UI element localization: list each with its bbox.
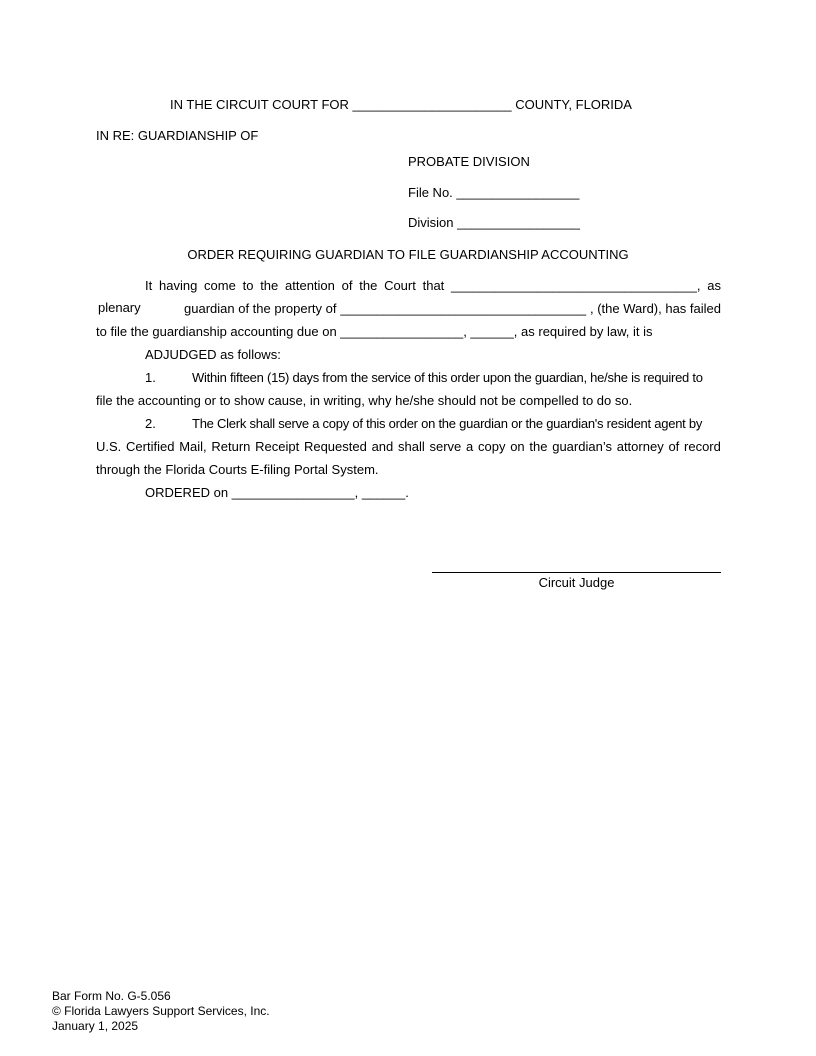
- ward-name-blank: __________________________________: [340, 301, 587, 316]
- word: attention: [285, 278, 335, 293]
- signature-line: [432, 572, 721, 573]
- word: the: [260, 278, 279, 293]
- item-2-line-3: through the Florida Courts E-filing Portal System.: [96, 462, 379, 477]
- court-suffix: COUNTY, FLORIDA: [515, 97, 632, 112]
- word: on: [510, 439, 525, 454]
- paragraph-1-line-3: to file the guardianship accounting due on _________________, ______, as required by law, it is: [96, 324, 653, 339]
- court-prefix: IN THE CIRCUIT COURT FOR: [170, 97, 349, 112]
- form-date: January 1, 2025: [52, 1019, 139, 1033]
- court-heading: [170, 97, 632, 113]
- word: of: [668, 439, 680, 454]
- word: having: [158, 278, 198, 293]
- word: It: [145, 278, 153, 293]
- item-2-line-1: The Clerk shall serve a copy of this order on the guardian or the guardian's resident agent by: [192, 416, 703, 431]
- word: come: [204, 278, 236, 293]
- copyright-notice: © Florida Lawyers Support Services, Inc.: [52, 1004, 270, 1018]
- division-name: PROBATE DIVISION: [408, 154, 530, 169]
- division-number: Division _________________: [408, 215, 581, 230]
- word: __________________________________,: [451, 278, 701, 293]
- word: of: [341, 278, 353, 293]
- file-number: File No. _________________: [408, 185, 580, 200]
- paragraph-1-line-1: [145, 278, 721, 294]
- ordered-line: ORDERED on _________________, ______.: [145, 485, 409, 500]
- word: shall: [398, 439, 425, 454]
- item-1-line-2: file the accounting or to show cause, in writing, why he/she should not be compelled to do so.: [96, 393, 633, 408]
- item-1-line-1: Within fifteen (15) days from the service of this order upon the guardian, he/she is required to: [192, 370, 703, 385]
- word: Mail,: [179, 439, 207, 454]
- word: U.S.: [96, 439, 122, 454]
- word: Court: [384, 278, 416, 293]
- bar-form-number: Bar Form No. G-5.056: [52, 989, 171, 1003]
- word: Receipt: [255, 439, 300, 454]
- word: guardian’s: [552, 439, 612, 454]
- word: and: [371, 439, 394, 454]
- word: as: [707, 278, 721, 293]
- word: the: [359, 278, 378, 293]
- document-title: ORDER REQUIRING GUARDIAN TO FILE GUARDIANSHIP ACCOUNTING: [187, 247, 629, 262]
- p1-line2-text-b: , (the Ward), has failed: [589, 301, 721, 316]
- item-2-line-2: [96, 439, 721, 455]
- word: attorney: [616, 439, 664, 454]
- word: the: [529, 439, 548, 454]
- word: that: [422, 278, 445, 293]
- paragraph-1-line-2: [184, 301, 721, 317]
- guardianship-type: plenary: [98, 300, 141, 315]
- word: to: [242, 278, 254, 293]
- county-blank: ______________________: [352, 97, 512, 112]
- word: Certified: [126, 439, 175, 454]
- word: copy: [478, 439, 506, 454]
- word: Return: [211, 439, 251, 454]
- signature-label: Circuit Judge: [538, 575, 615, 590]
- in-re-line: IN RE: GUARDIANSHIP OF: [96, 128, 259, 143]
- item-2-number: 2.: [145, 416, 156, 431]
- word: serve: [429, 439, 462, 454]
- item-1-number: 1.: [145, 370, 156, 385]
- p1-line2-text-a: guardian of the property of: [184, 301, 337, 316]
- word: a: [466, 439, 474, 454]
- adjudged-line: ADJUDGED as follows:: [145, 347, 281, 362]
- word: record: [684, 439, 721, 454]
- form-footer: [52, 989, 270, 1034]
- word: Requested: [303, 439, 367, 454]
